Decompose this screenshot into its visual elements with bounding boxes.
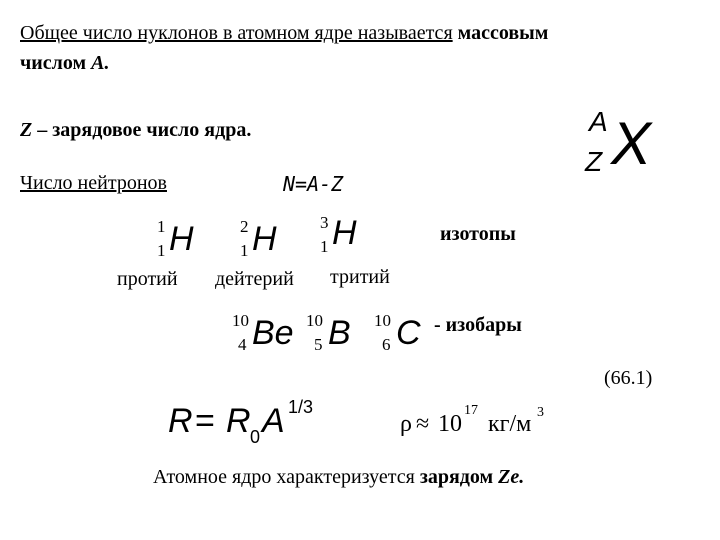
isotope-mass-number: 2 <box>240 217 249 236</box>
radius-exponent: 1/3 <box>288 397 314 417</box>
intro-line-1 <box>20 22 548 45</box>
isobar-mass-number: 10 <box>374 311 391 330</box>
closing-symbol-ze: Ze. <box>498 466 525 488</box>
isotope-name-protium: протий <box>117 268 178 290</box>
isotopes-label: изотопы <box>440 223 516 245</box>
radius-r0-base: R <box>226 402 251 440</box>
density-approx: ≈ <box>416 411 430 437</box>
isotope-protium-notation <box>155 216 205 262</box>
isobar-mass-number: 10 <box>232 311 249 330</box>
closing-term-charge: зарядом <box>419 466 494 488</box>
isotope-tritium-notation <box>318 212 368 258</box>
isobar-carbon-notation <box>374 310 434 356</box>
closing-text: Атомное ядро характеризуется <box>153 466 415 488</box>
general-charge-number: Z <box>585 146 603 177</box>
isotope-element-symbol: H <box>169 220 194 258</box>
intro-line-2 <box>20 52 110 75</box>
radius-mass-number: A <box>262 402 285 440</box>
isobar-charge-number: 5 <box>314 335 323 354</box>
intro-symbol-a: A. <box>91 52 110 74</box>
general-nuclide-notation <box>585 108 675 183</box>
nuclear-density-formula <box>400 404 590 444</box>
density-base: 10 <box>438 411 462 437</box>
neutron-formula: N=A-Z <box>283 172 344 196</box>
charge-number-line <box>20 119 251 142</box>
isobar-element-symbol: B <box>328 314 351 352</box>
density-rho: ρ <box>400 411 412 437</box>
intro-underlined-text: Общее число нуклонов в атомном ядре называется <box>20 22 453 44</box>
isotope-mass-number: 3 <box>320 213 329 232</box>
isotope-name-tritium: тритий <box>330 266 390 288</box>
intro-term-mass: массовым <box>457 22 549 44</box>
general-mass-number: A <box>589 106 608 137</box>
intro-term-number: числом <box>20 52 87 74</box>
isotope-element-symbol: H <box>332 214 357 252</box>
isobar-mass-number: 10 <box>306 311 323 330</box>
charge-symbol: Z <box>20 119 33 141</box>
isotope-charge-number: 1 <box>157 241 166 260</box>
isotope-deuterium-notation <box>238 216 288 262</box>
isotope-name-deuterium: дейтерий <box>215 268 294 290</box>
isobar-beryllium-notation <box>232 310 298 356</box>
charge-description: – зарядовое число ядра. <box>32 119 252 141</box>
equation-number: (66.1) <box>604 367 653 389</box>
density-unit-exponent: 3 <box>537 405 544 420</box>
neutron-count-label: Число нейтронов <box>20 172 167 194</box>
isotope-charge-number: 1 <box>320 237 329 256</box>
isobar-element-symbol: Be <box>252 314 294 352</box>
isotope-element-symbol: H <box>252 220 277 258</box>
general-element-symbol: X <box>611 110 652 177</box>
isobar-charge-number: 6 <box>382 335 391 354</box>
isotope-charge-number: 1 <box>240 241 249 260</box>
isobar-charge-number: 4 <box>238 335 247 354</box>
nuclear-radius-formula <box>168 398 338 448</box>
density-unit: кг/м <box>488 411 532 437</box>
density-exponent: 17 <box>464 403 478 418</box>
radius-lhs: R <box>168 402 193 440</box>
isobars-label: - изобары <box>434 314 522 336</box>
isobar-element-symbol: C <box>396 314 421 352</box>
isotope-mass-number: 1 <box>157 217 166 236</box>
radius-equals: = <box>195 402 215 440</box>
closing-line <box>153 466 524 489</box>
radius-r0-subscript: 0 <box>250 427 261 447</box>
isobar-boron-notation <box>306 310 366 356</box>
